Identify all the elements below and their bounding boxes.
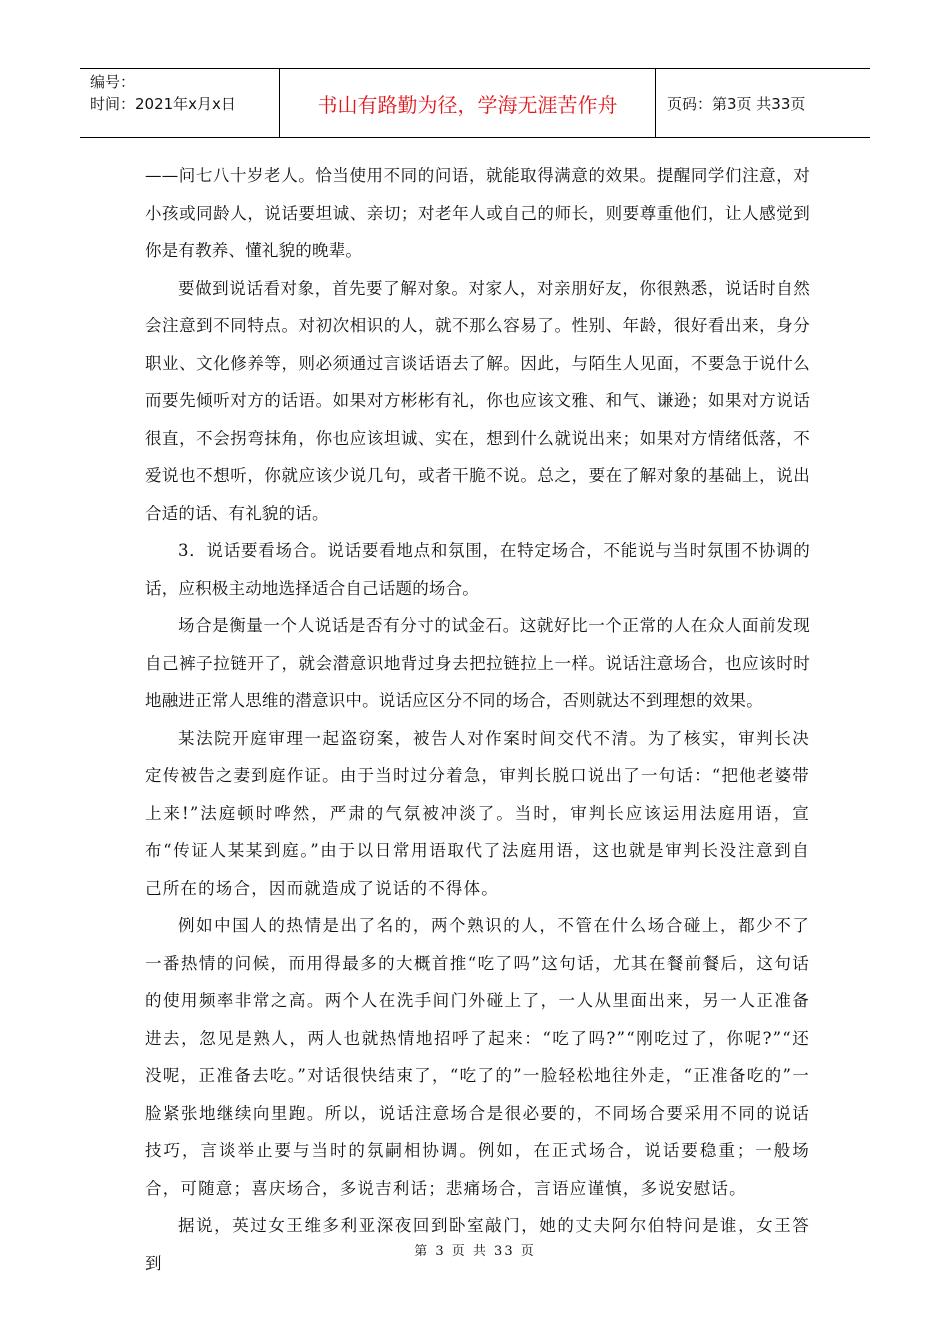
header-meta-cell	[80, 69, 280, 137]
document-body	[145, 157, 810, 1282]
body-paragraph: 3．说话要看场合。说话要看地点和氛围，在特定场合，不能说与当时氛围不协调的话，应积极主动地选择适合自己话题的场合。	[145, 541, 810, 598]
header-motto: 书山有路勤为径，学海无涯苦作舟	[280, 69, 656, 137]
document-number-label: 编号：	[90, 73, 136, 91]
body-paragraph: 某法院开庭审理一起盗窃案，被告人对作案时间交代不清。为了核实，审判长决定传被告之妻到庭作证。由于当时过分着急，审判长脱口说出了一句话：“把他老婆带上来!”法庭顿时哗然，严肃的气氛被冲淡了。当时，审判长应该运用法庭用语，宣布“传证人某某到庭。”由于以日常用语取代了法庭用语，这也就是审判长没注意到自己所在的场合，因而就造成了说话的不得体。	[145, 728, 810, 898]
body-paragraph: 据说，英过女王维多利亚深夜回到卧室敲门，她的丈夫阿尔伯特问是谁，女王答到	[145, 1216, 810, 1273]
document-date-label: 时间：2021年x月x日	[90, 95, 236, 113]
header-page-info: 页码：第3页 共33页	[667, 94, 806, 113]
body-paragraph: 场合是衡量一个人说话是否有分寸的试金石。这就好比一个正常的人在众人面前发现自己裤子拉链开了，就会潜意识地背过身去把拉链拉上一样。说话注意场合，也应该时时地融进正常人思维的潜意识中。说话应区分不同的场合，否则就达不到理想的效果。	[145, 616, 810, 710]
page-footer: 第 3 页 共 33 页	[414, 1244, 536, 1259]
page-header	[80, 68, 870, 138]
body-paragraph: 例如中国人的热情是出了名的，两个熟识的人，不管在什么场合碰上，都少不了一番热情的问候，而用得最多的大概首推“吃了吗”这句话，尤其在餐前餐后，这句话的使用频率非常之高。两个人在洗手间门外碰上了，一人从里面出来，另一人正准备进去，忽见是熟人，两人也就热情地招呼了起来：“吃了吗?”“刚吃过了，你呢?”“还没呢，正准备去吃。”对话很快结束了，“吃了的”一脸轻松地往外走，“正准备吃的”一脸紧张地继续向里跑。所以，说话注意场合是很必要的，不同场合要采用不同的说话技巧，言谈举止要与当时的氛嗣相协调。例如，在正式场合，说话要稳重；一般场合，可随意；喜庆场合，多说吉利话；悲痛场合，言语应谨慎，多说安慰话。	[145, 916, 810, 1198]
body-paragraph: ——问七八十岁老人。恰当使用不同的问语，就能取得满意的效果。提醒同学们注意，对小孩或同龄人，说话要坦诚、亲切；对老年人或自己的师长，则要尊重他们，让人感觉到你是有教养、懂礼貌的晚辈。	[145, 166, 810, 260]
body-paragraph: 要做到说话看对象，首先要了解对象。对家人，对亲朋好友，你很熟悉，说话时自然会注意到不同特点。对初次相识的人，就不那么容易了。性别、年龄，很好看出来，身分职业、文化修养等，则必须通过言谈话语去了解。因此，与陌生人见面，不要急于说什么而要先倾听对方的话语。如果对方彬彬有礼，你也应该文雅、和气、谦逊；如果对方说话很直，不会拐弯抹角，你也应该坦诚、实在，想到什么就说出来；如果对方情绪低落，不爱说也不想听，你就应该少说几句，或者干脆不说。总之，要在了解对象的基础上，说出合适的话、有礼貌的话。	[145, 278, 810, 523]
